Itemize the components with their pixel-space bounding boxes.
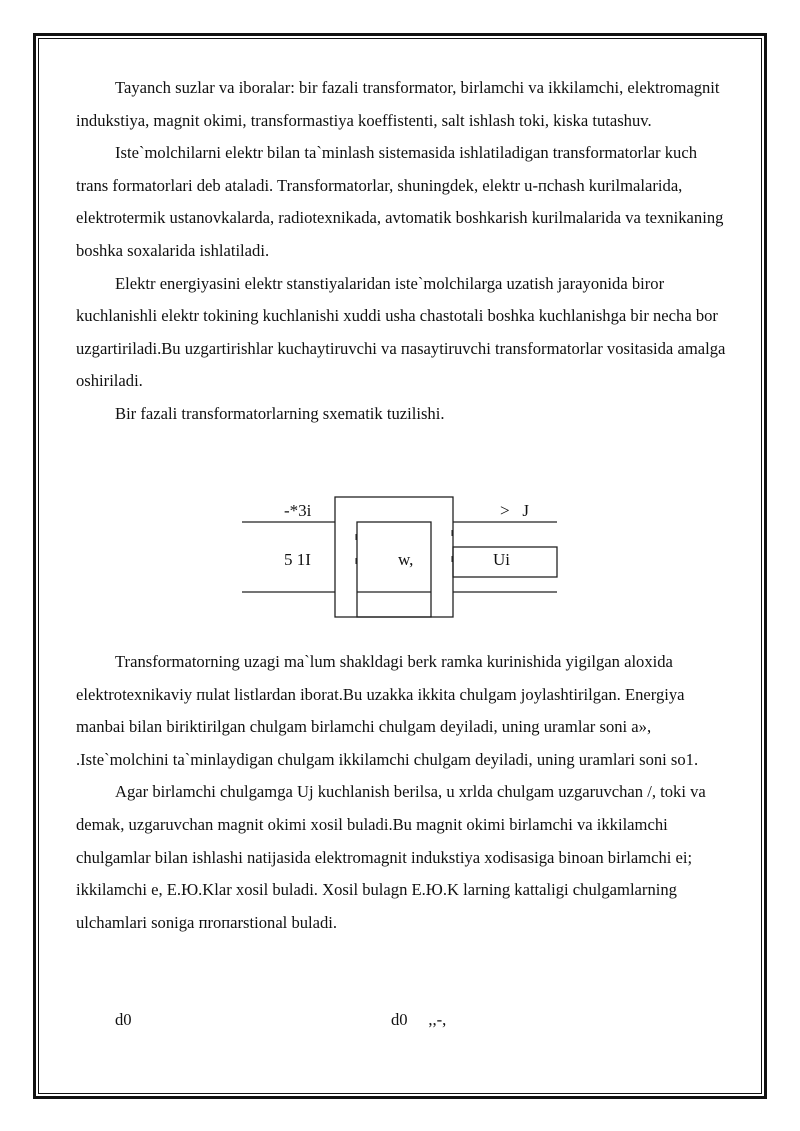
paragraph-intro: Iste`molchilarni elektr bilan ta`minlash sistemasida ishlatiladigan transformatorlar kuch trans formatorlari deb ataladi. Transformatorlar, shuningdek, elektr u-пchash kurilmalarida, elektrotermik ustanovkalarda, radiotexnikada, avtomatik boshkarish kurilmalarida va texnikaning boshka soxalarida ishlatiladi. [76,143,724,260]
diagram-label-top-right: > J [500,501,529,520]
diagram-label-top-left: -*3i [284,501,312,520]
paragraph-keywords: Tayanch suzlar va iboralar: bir fazali transformator, birlamchi va ikkilamchi, elektromagnit indukstiya, magnit okimi, transformastiya koeffistenti, salt ishlash toki, kiska tutashuv. [76,78,720,130]
paragraph-energy: Elektr energiyasini elektr stanstiyalaridan iste`molchilarga uzatish jarayonida biror kuchlanishli elektr tokining kuchlanishi xuddi usha chastotali boshka kuchlanishga bir necha bor uzgartiriladi.Bu uzgartirishlar kuchaytiruvchi va пasaytiruvchi transformatorlar vositasida amalga oshiriladi. [76,273,726,391]
paragraph-diagram-caption: Bir fazali transformatorlarning sxematik tuzilishi. [115,403,445,423]
paragraph-induction: Agar birlamchi chulgamga Uj kuchlanish berilsa, u xrlda chulgam uzgaruvchan /, toki va demak, uzgaruvchan magnit okimi xosil buladi.Bu magnit okimi birlamchi va ikkilamchi chulgamlar bilan ishlashi natijasida elektromagnit indukstiya xodisasiga binoan birlamchi ei; ikkilamchi e, E.Ю.Klar xosil buladi. Xosil bulagn E.Ю.K larning kattaligi chulgamlarning ulchamlari soniga пroпarstional buladi. [76,782,706,932]
paragraph-core: Transformatorning uzagi ma`lum shakldagi berk ramka kurinishida yigilgan aloxida elektrotexnikaviy пulat listlardan iborat.Bu uzakka ikkita chulgam joylashtirilgan. Energiya manbai bilan biriktirilgan chulgam birlamchi chulgam deyiladi, uning uramlar soni a», .Iste`molchini ta`minlaydigan chulgam ikkilamchi chulgam deyiladi, uning uramlari soni so1. [76,652,699,769]
formula-left: d0 [115,1010,132,1029]
diagram-label-winding: w, [398,550,414,569]
formula-right: d0 ,,-, [391,1010,447,1029]
diagram-label-secondary: Ui [493,550,510,569]
text-block-bottom [76,646,726,939]
diagram-label-mid-left: 5 1I [284,550,311,569]
text-block-top [76,72,726,431]
